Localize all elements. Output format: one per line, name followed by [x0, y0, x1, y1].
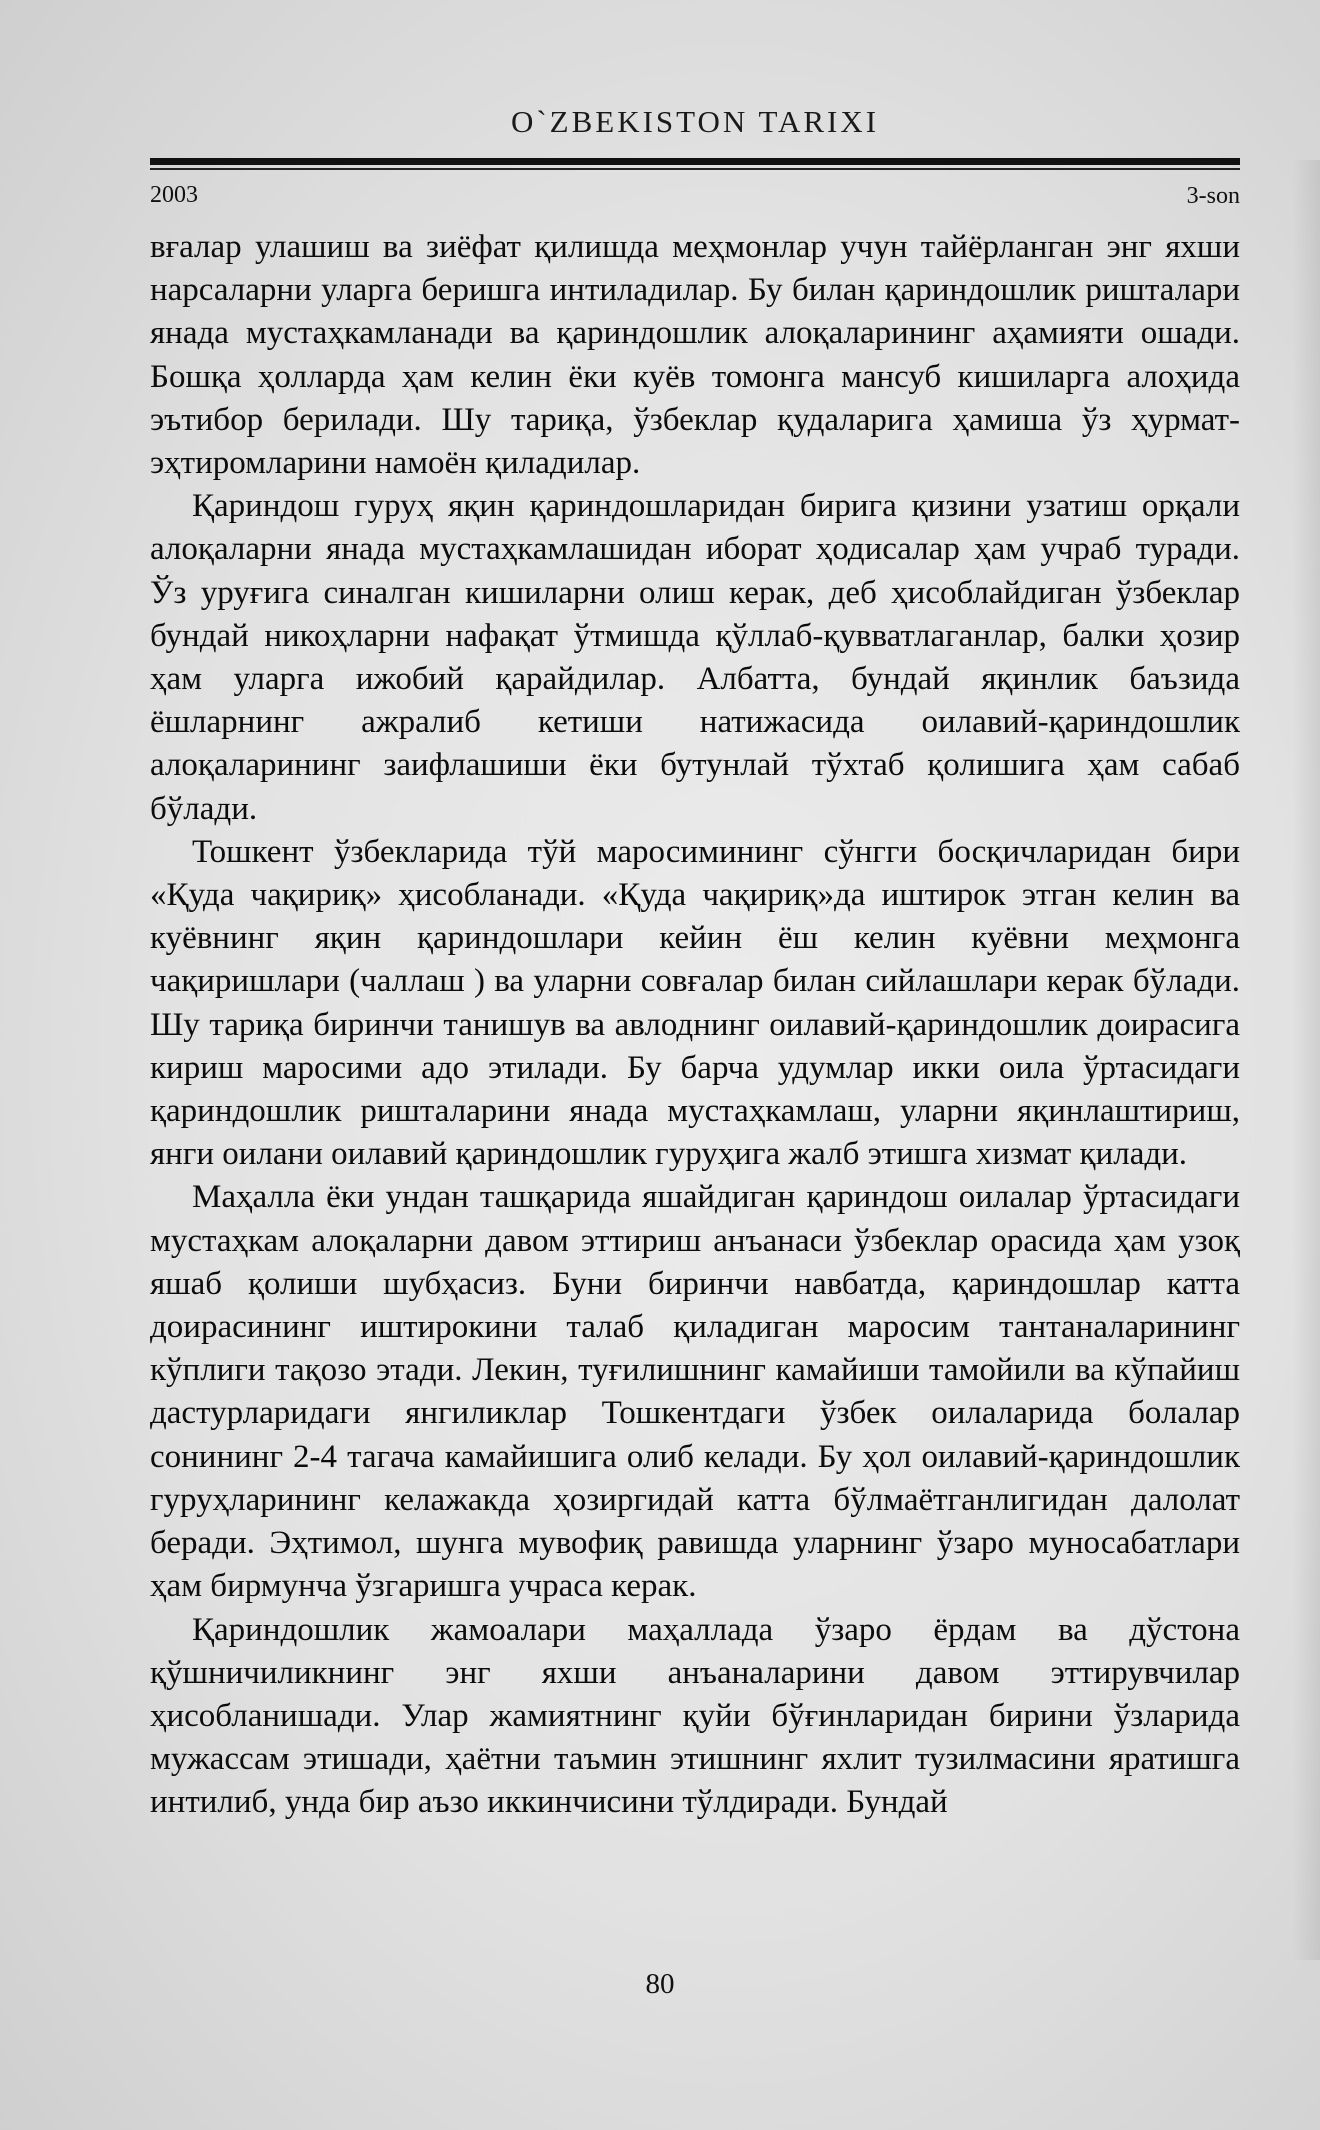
paragraph: вғалар улашиш ва зиёфат қилишда меҳмонлар учун тайёрланган энг яхши нарсаларни уларга беришга интиладилар. Бу билан қариндошлик ришталари янада мустаҳкамланади ва қариндошлик алоқаларининг аҳамияти ошади. Бошқа ҳолларда ҳам келин ёки куёв томонга мансуб кишиларга алоҳида эътибор берилади. Шу тариқа, ўзбеклар қудаларига ҳамиша ўз ҳурмат-эҳтиромларини намоён қиладилар. — [150, 229, 1240, 482]
paragraph: Тошкент ўзбекларида тўй маросимининг сўнгги босқичларидан бири «Қуда чақириқ» ҳисобланади. «Қуда чақириқ»да иштирок этган келин ва куёвнинг яқин қариндошлари кейин ёш келин куёвни меҳмонга чақиришлари (чаллаш ) ва уларни совғалар билан сийлашлари керак бўлади. Шу тариқа биринчи танишув ва авлоднинг оилавий-қариндошлик доирасига кириш маросими адо этилади. Бу барча удумлар икки оила ўртасидаги қариндошлик ришталарини янада мустаҳкамлаш, уларни яқинлаштириш, янги оилани оилавий қариндошлик гуруҳига жалб этишга хизмат қилади. — [150, 833, 1240, 1173]
paragraph: Қариндош гуруҳ яқин қариндошларидан бирига қизини узатиш орқали алоқаларни янада мустаҳкамлашидан иборат ҳодисалар ҳам учраб туради. Ўз уруғига синалган кишиларни олиш керак, деб ҳисоблайдиган ўзбеклар бундай никоҳларни нафақат ўтмишда қўллаб-қувватлаганлар, балки ҳозир ҳам уларга ижобий қарайдилар. Албатта, бундай яқинлик баъзида ёшларнинг ажралиб кетиши натижасида оилавий-қариндошлик алоқаларининг заифлашиши ёки бутунлай тўхтаб қолишига ҳам сабаб бўлади. — [150, 488, 1240, 827]
running-title: O`ZBEKISTON TARIXI — [510, 104, 880, 139]
header-rule-thick — [150, 158, 1240, 165]
header-rule-thin — [150, 168, 1240, 170]
issue-year: 2003 — [150, 182, 198, 208]
issue-number: 3-son — [1186, 183, 1240, 209]
paragraph: Маҳалла ёки ундан ташқарида яшайдиган қариндош оилалар ўртасидаги мустаҳкам алоқаларни давом эттириш анъанаси ўзбеклар орасида ҳам узоқ яшаб қолиши шубҳасиз. Буни биринчи навбатда, қариндошлар катта доирасининг иштирокини талаб қиладиган маросим тантаналарининг кўплиги тақозо этади. Лекин, туғилишнинг камайиши тамойили ва кўпайиш дастурларидаги янгиликлар Тошкентдаги ўзбек оилаларида болалар сонининг 2-4 тагача камайишига олиб келади. Бу ҳол оилавий-қариндошлик гуруҳларининг келажакда ҳозиргидай катта бўлмаётганлигидан далолат беради. Эҳтимол, шунга мувофиқ равишда уларнинг ўзаро муносабатлари ҳам бирмунча ўзгаришга учраса керак. — [150, 1179, 1240, 1605]
article-body — [150, 226, 1240, 1825]
page-number: 80 — [645, 1968, 675, 2000]
paragraph: Қариндошлик жамоалари маҳаллада ўзаро ёрдам ва дўстона қўшничиликнинг энг яхши анъаналарини давом эттирувчилар ҳисобланишади. Улар жамиятнинг қуйи бўғинларидан бирини ўзларида мужассам этишади, ҳаётни таъмин этишнинг яхлит тузилмасини яратишга интилиб, унда бир аъзо иккинчисини тўлдиради. Бундай — [150, 1611, 1240, 1821]
facing-page-shadow — [1292, 160, 1320, 1960]
